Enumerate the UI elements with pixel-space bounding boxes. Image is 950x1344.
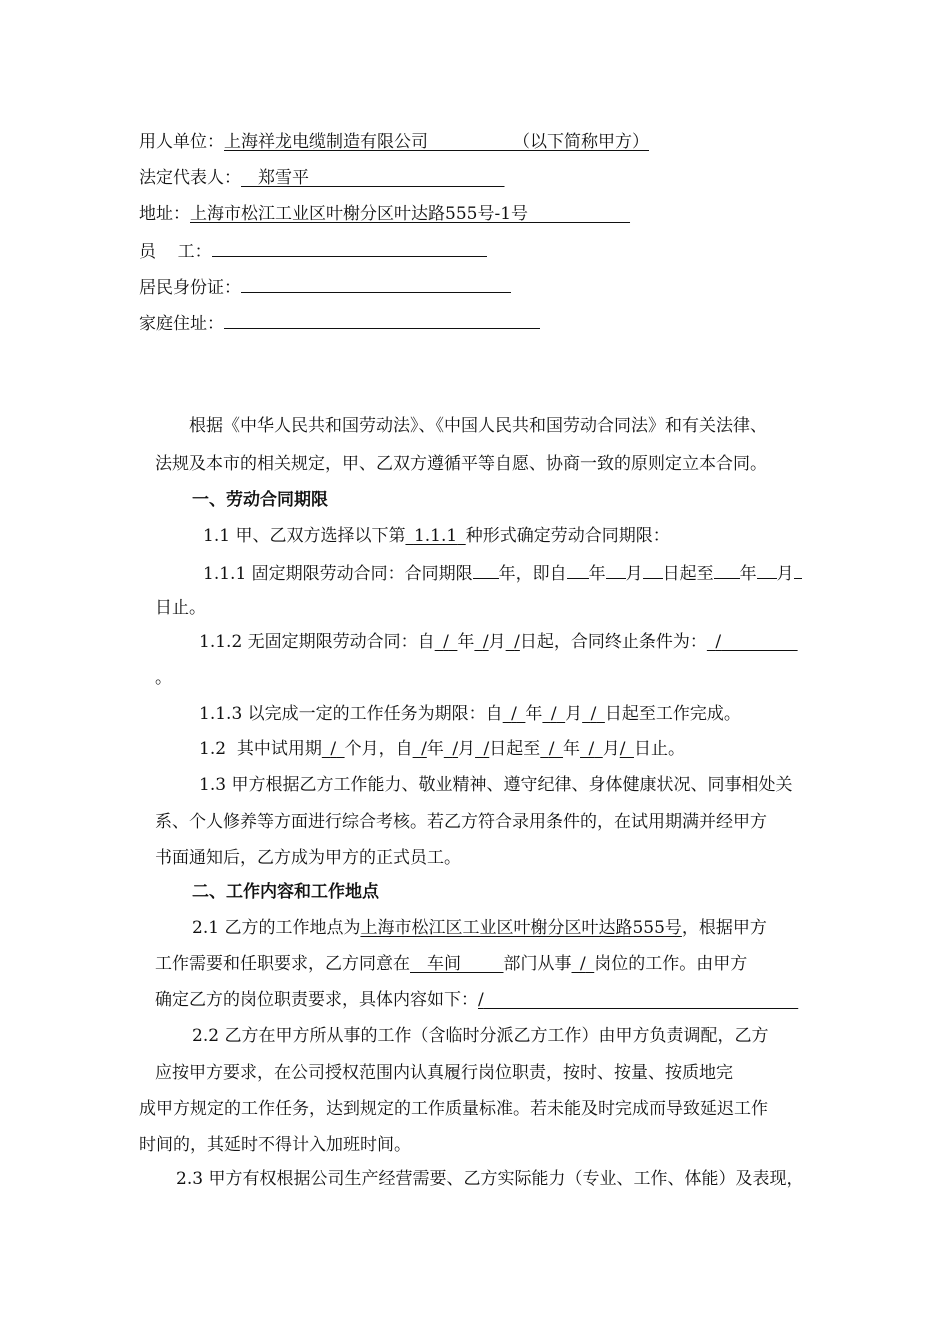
section-1-title: 一、劳动合同期限: [192, 490, 328, 510]
clause-1-1-3-text: 1.1.3 以完成一定的工作任务为期限：自: [199, 704, 503, 724]
id-label: 居民身份证：: [139, 278, 241, 298]
home-blank: [224, 310, 540, 329]
employee-label: 员 工：: [139, 242, 212, 262]
rep-line: [139, 166, 505, 192]
clause-1-1-2-end: 。: [155, 668, 172, 688]
clause-1-2-text: 1.2 其中试用期: [199, 739, 322, 759]
home-label: 家庭住址：: [139, 314, 224, 334]
clause-2-3-line-1: 2.3 甲方有权根据公司生产经营需要、乙方实际能力（专业、工作、体能）及表现，: [176, 1169, 804, 1189]
clause-1-1-3: 1.1.3 以完成一定的工作任务为期限：自 / 年 / 月 / 日起至工作完成。: [199, 704, 741, 724]
employee-line: [139, 238, 487, 264]
rep-value: 郑雪平: [258, 168, 309, 188]
department-value: 车间: [427, 954, 461, 974]
clause-2-2-line-4: 时间的，其延时不得计入加班时间。: [139, 1135, 411, 1155]
home-line: [139, 310, 540, 336]
clause-1-1-2: 1.1.2 无固定期限劳动合同：自 / 年 /月 /日起，合同终止条件为： /: [199, 630, 798, 656]
clause-1-1-1-text: 1.1.1 固定期限劳动合同：合同期限: [203, 564, 473, 584]
clause-1-1-text-b: 种形式确定劳动合同期限：: [465, 526, 670, 546]
employer-label: 用人单位：: [139, 132, 224, 152]
clause-1-3-line-3: 书面通知后，乙方成为甲方的正式员工。: [155, 848, 461, 868]
address-line: [139, 202, 630, 228]
intro-line-1: 根据《中华人民共和国劳动法》、《中国人民共和国劳动合同法》和有关法律、: [189, 416, 767, 436]
employer-line: [139, 130, 649, 156]
clause-1-3-line-1: 1.3 甲方根据乙方工作能力、敬业精神、遵守纪律、身体健康状况、同事相处关: [199, 775, 793, 795]
employer-suffix: （以下简称甲方）: [513, 132, 649, 152]
work-location: 上海市松江区工业区叶榭分区叶达路555号: [360, 918, 682, 938]
id-blank: [241, 274, 511, 293]
intro-line-2: 法规及本市的相关规定，甲、乙双方遵循平等自愿、协商一致的原则定立本合同。: [155, 454, 767, 474]
clause-1-1: [203, 524, 670, 550]
clause-1-1-choice: 1.1.1: [413, 526, 458, 546]
clause-2-1-text: 2.1 乙方的工作地点为: [192, 918, 361, 938]
clause-2-2-line-3: 成甲方规定的工作任务，达到规定的工作质量标准。若未能及时完成而导致延迟工作: [139, 1099, 768, 1119]
employer-value: 上海祥龙电缆制造有限公司 （以下简称甲方）: [224, 132, 649, 152]
clause-1-2: 1.2 其中试用期 / 个月，自 /年 /月 /日起至 / 年 / 月/ 日止。: [199, 739, 685, 759]
clause-2-2-line-1: 2.2 乙方在甲方所从事的工作（含临时分派乙方工作）由甲方负责调配，乙方: [192, 1026, 769, 1046]
employee-blank: [212, 238, 487, 257]
clause-1-1-2-text: 1.1.2 无固定期限劳动合同：自: [199, 632, 435, 652]
id-line: [139, 274, 511, 300]
address-label: 地址：: [139, 204, 190, 224]
clause-1-1-1: 1.1.1 固定期限劳动合同：合同期限 年，即自 年 月 日起至 年 月: [203, 560, 802, 586]
clause-1-3-line-2: 系、个人修养等方面进行综合考核。若乙方符合录用条件的，在试用期满并经甲方: [155, 812, 767, 832]
clause-1-1-text: 1.1 甲、乙双方选择以下第: [203, 526, 406, 546]
clause-2-1-line-1: 2.1 乙方的工作地点为上海市松江区工业区叶榭分区叶达路555号，根据甲方: [192, 918, 767, 938]
clause-2-1-line-2: 工作需要和任职要求，乙方同意在 车间 部门从事 / 岗位的工作。由甲方: [155, 954, 748, 974]
clause-2-2-line-2: 应按甲方要求，在公司授权范围内认真履行岗位职责，按时、按量、按质地完: [155, 1063, 733, 1083]
section-2-title: 二、工作内容和工作地点: [192, 882, 379, 902]
termination-condition: /: [715, 632, 722, 652]
clause-1-1-1-end: 日止。: [155, 598, 206, 618]
address-value: 上海市松江工业区叶榭分区叶达路555号-1号: [190, 204, 529, 224]
job-duties-value: /: [478, 990, 484, 1010]
rep-label: 法定代表人：: [139, 168, 241, 188]
clause-2-1-line-3: 确定乙方的岗位职责要求，具体内容如下：/: [155, 988, 798, 1014]
